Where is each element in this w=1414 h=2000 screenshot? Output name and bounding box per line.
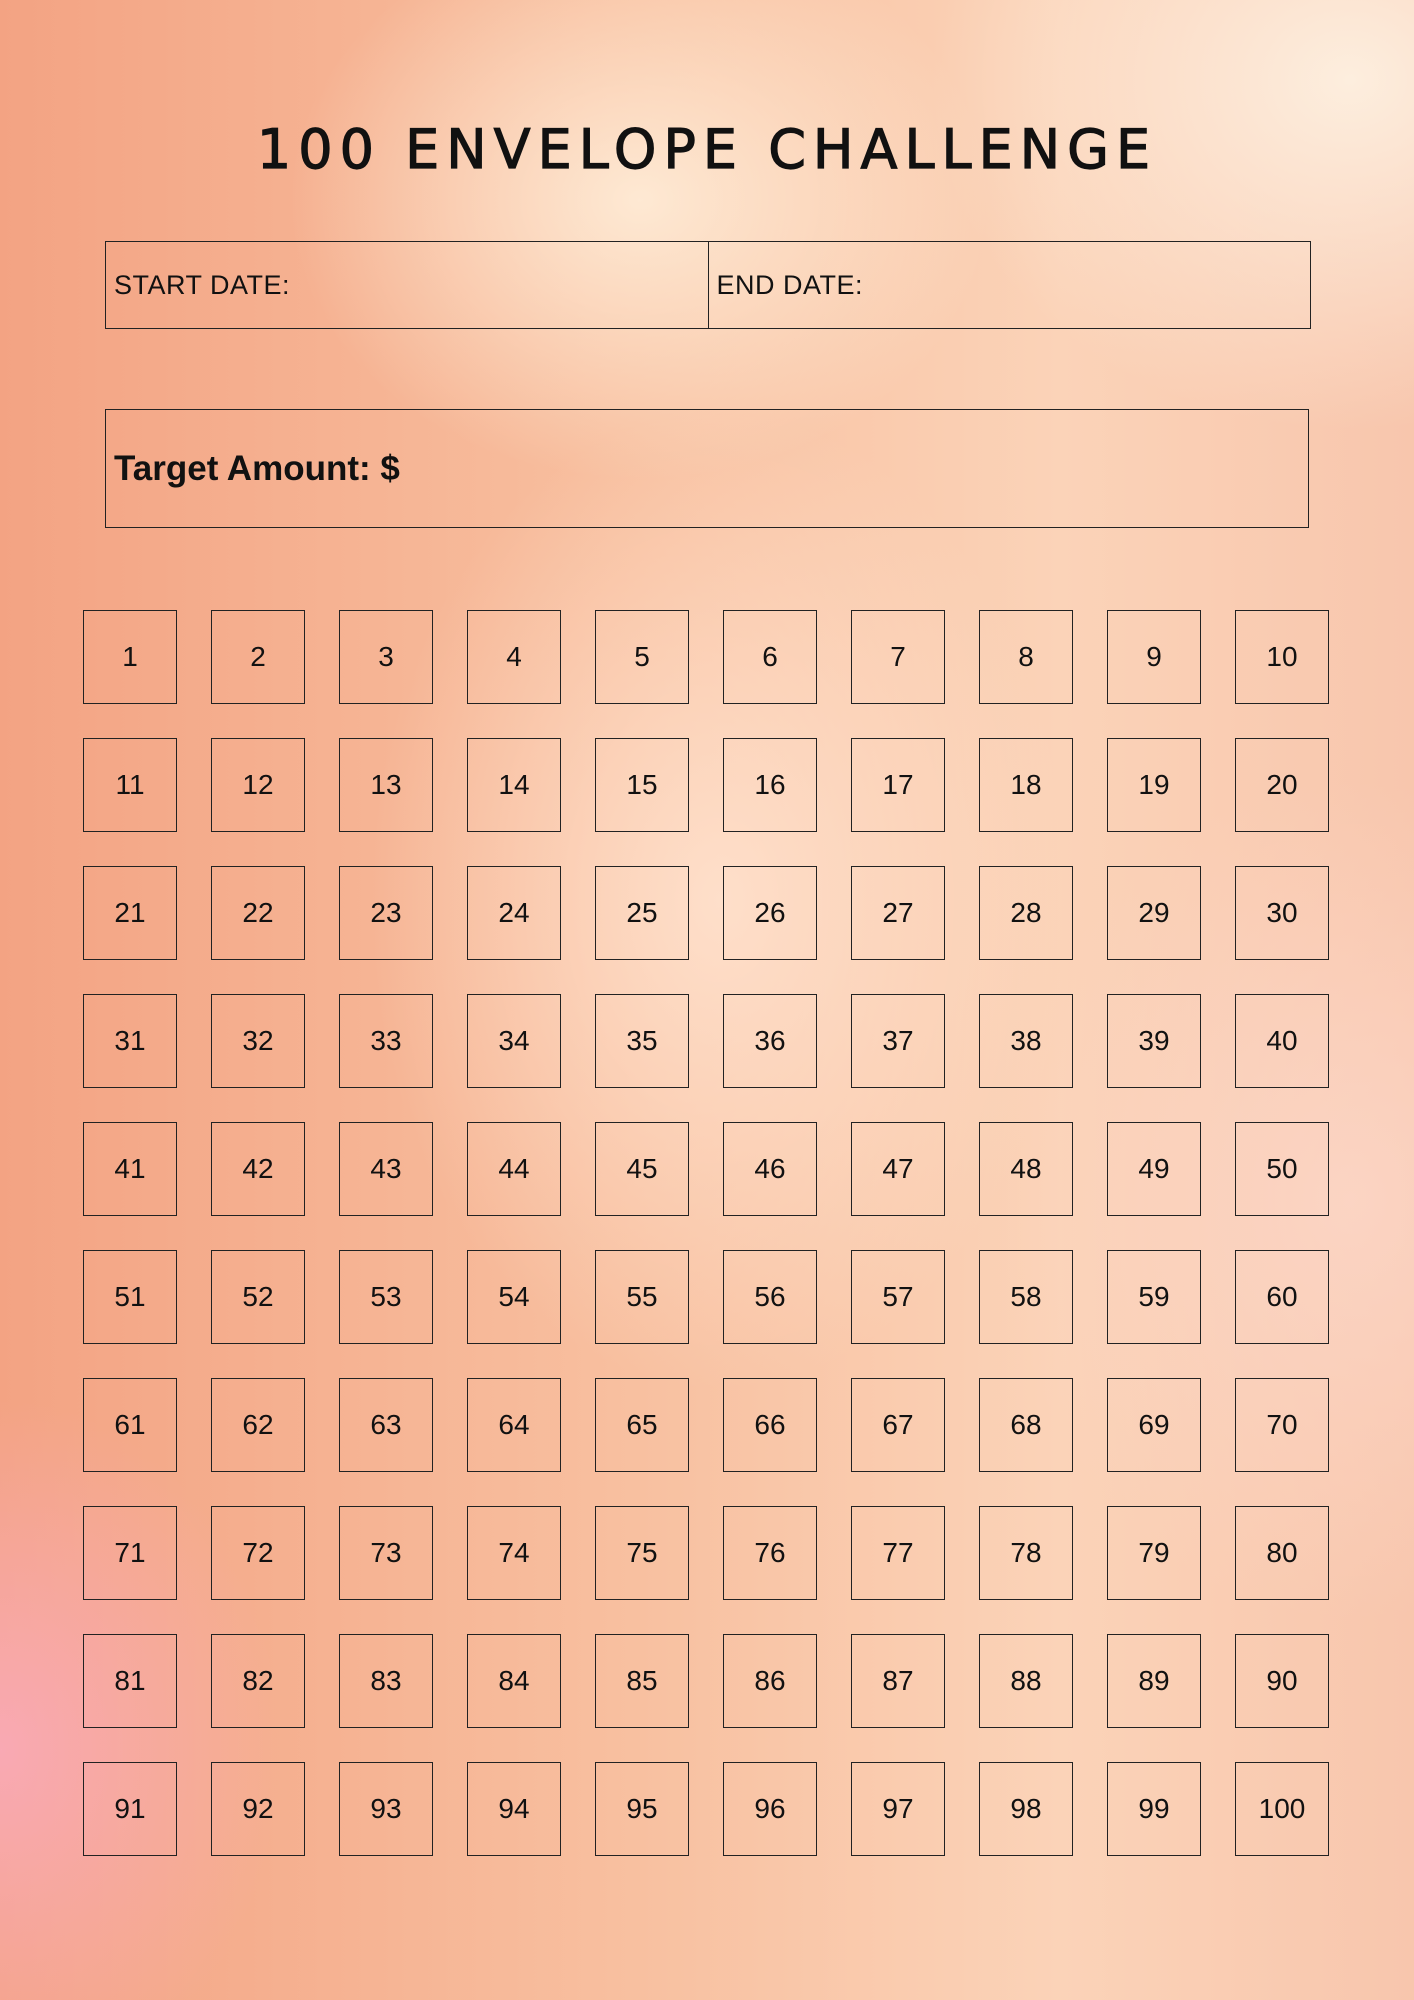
envelope-box[interactable]: 61 [83,1378,177,1472]
envelope-box[interactable]: 39 [1107,994,1201,1088]
envelope-box[interactable]: 30 [1235,866,1329,960]
envelope-box[interactable]: 45 [595,1122,689,1216]
envelope-box[interactable]: 90 [1235,1634,1329,1728]
envelope-box[interactable]: 10 [1235,610,1329,704]
envelope-box[interactable]: 8 [979,610,1073,704]
envelope-box[interactable]: 63 [339,1378,433,1472]
envelope-box[interactable]: 41 [83,1122,177,1216]
envelope-box[interactable]: 95 [595,1762,689,1856]
envelope-box[interactable]: 50 [1235,1122,1329,1216]
envelope-box[interactable]: 46 [723,1122,817,1216]
envelope-box[interactable]: 15 [595,738,689,832]
envelope-box[interactable]: 34 [467,994,561,1088]
envelope-box[interactable]: 84 [467,1634,561,1728]
envelope-box[interactable]: 36 [723,994,817,1088]
envelope-box[interactable]: 24 [467,866,561,960]
envelope-box[interactable]: 42 [211,1122,305,1216]
envelope-box[interactable]: 92 [211,1762,305,1856]
envelope-box[interactable]: 91 [83,1762,177,1856]
envelope-box[interactable]: 2 [211,610,305,704]
envelope-box[interactable]: 89 [1107,1634,1201,1728]
envelope-box[interactable]: 56 [723,1250,817,1344]
envelope-box[interactable]: 88 [979,1634,1073,1728]
start-date-field[interactable] [106,242,708,328]
envelope-box[interactable]: 74 [467,1506,561,1600]
envelope-box[interactable]: 72 [211,1506,305,1600]
envelope-box[interactable]: 9 [1107,610,1201,704]
envelope-box[interactable]: 87 [851,1634,945,1728]
envelope-box[interactable]: 78 [979,1506,1073,1600]
envelope-box[interactable]: 60 [1235,1250,1329,1344]
envelope-box[interactable]: 23 [339,866,433,960]
envelope-box[interactable]: 82 [211,1634,305,1728]
envelope-box[interactable]: 98 [979,1762,1073,1856]
envelope-box[interactable]: 31 [83,994,177,1088]
envelope-grid [83,610,1329,1856]
envelope-box[interactable]: 13 [339,738,433,832]
envelope-box[interactable]: 99 [1107,1762,1201,1856]
envelope-box[interactable]: 64 [467,1378,561,1472]
envelope-box[interactable]: 58 [979,1250,1073,1344]
envelope-box[interactable]: 71 [83,1506,177,1600]
envelope-box[interactable]: 62 [211,1378,305,1472]
envelope-box[interactable]: 69 [1107,1378,1201,1472]
envelope-box[interactable]: 6 [723,610,817,704]
envelope-box[interactable]: 17 [851,738,945,832]
envelope-box[interactable]: 79 [1107,1506,1201,1600]
envelope-box[interactable]: 81 [83,1634,177,1728]
page-title: 100 ENVELOPE CHALLENGE [256,118,1158,181]
envelope-box[interactable]: 57 [851,1250,945,1344]
envelope-box[interactable]: 20 [1235,738,1329,832]
end-date-label: END DATE: [716,269,864,300]
envelope-box[interactable]: 77 [851,1506,945,1600]
envelope-box[interactable]: 12 [211,738,305,832]
envelope-box[interactable]: 35 [595,994,689,1088]
envelope-box[interactable]: 4 [467,610,561,704]
envelope-box[interactable]: 65 [595,1378,689,1472]
envelope-box[interactable]: 51 [83,1250,177,1344]
envelope-box[interactable]: 100 [1235,1762,1329,1856]
envelope-box[interactable]: 21 [83,866,177,960]
envelope-box[interactable]: 18 [979,738,1073,832]
envelope-box[interactable]: 75 [595,1506,689,1600]
envelope-box[interactable]: 29 [1107,866,1201,960]
envelope-box[interactable]: 73 [339,1506,433,1600]
envelope-box[interactable]: 76 [723,1506,817,1600]
envelope-box[interactable]: 47 [851,1122,945,1216]
envelope-box[interactable]: 5 [595,610,689,704]
envelope-box[interactable]: 96 [723,1762,817,1856]
envelope-box[interactable]: 37 [851,994,945,1088]
envelope-box[interactable]: 83 [339,1634,433,1728]
envelope-box[interactable]: 27 [851,866,945,960]
envelope-box[interactable]: 33 [339,994,433,1088]
target-amount-field[interactable] [105,409,1309,528]
envelope-box[interactable]: 68 [979,1378,1073,1472]
envelope-box[interactable]: 85 [595,1634,689,1728]
envelope-box[interactable]: 38 [979,994,1073,1088]
envelope-box[interactable]: 11 [83,738,177,832]
envelope-box[interactable]: 48 [979,1122,1073,1216]
envelope-box[interactable]: 55 [595,1250,689,1344]
envelope-box[interactable]: 1 [83,610,177,704]
envelope-box[interactable]: 40 [1235,994,1329,1088]
envelope-box[interactable]: 28 [979,866,1073,960]
envelope-box[interactable]: 7 [851,610,945,704]
envelope-box[interactable]: 67 [851,1378,945,1472]
envelope-box[interactable]: 22 [211,866,305,960]
end-date-field[interactable] [708,242,1311,328]
envelope-box[interactable]: 59 [1107,1250,1201,1344]
envelope-box[interactable]: 94 [467,1762,561,1856]
envelope-box[interactable]: 66 [723,1378,817,1472]
envelope-box[interactable]: 53 [339,1250,433,1344]
envelope-box[interactable]: 52 [211,1250,305,1344]
envelope-box[interactable]: 70 [1235,1378,1329,1472]
envelope-box[interactable]: 49 [1107,1122,1201,1216]
envelope-box[interactable]: 32 [211,994,305,1088]
envelope-box[interactable]: 93 [339,1762,433,1856]
envelope-box[interactable]: 19 [1107,738,1201,832]
target-amount-label: Target Amount: $ [114,448,400,488]
start-date-label: START DATE: [114,269,291,300]
envelope-box[interactable]: 14 [467,738,561,832]
envelope-box[interactable]: 80 [1235,1506,1329,1600]
envelope-box[interactable]: 44 [467,1122,561,1216]
envelope-box[interactable]: 54 [467,1250,561,1344]
date-box [105,241,1311,329]
envelope-box[interactable]: 97 [851,1762,945,1856]
envelope-box[interactable]: 16 [723,738,817,832]
envelope-box[interactable]: 3 [339,610,433,704]
envelope-box[interactable]: 25 [595,866,689,960]
envelope-box[interactable]: 43 [339,1122,433,1216]
envelope-box[interactable]: 86 [723,1634,817,1728]
envelope-box[interactable]: 26 [723,866,817,960]
